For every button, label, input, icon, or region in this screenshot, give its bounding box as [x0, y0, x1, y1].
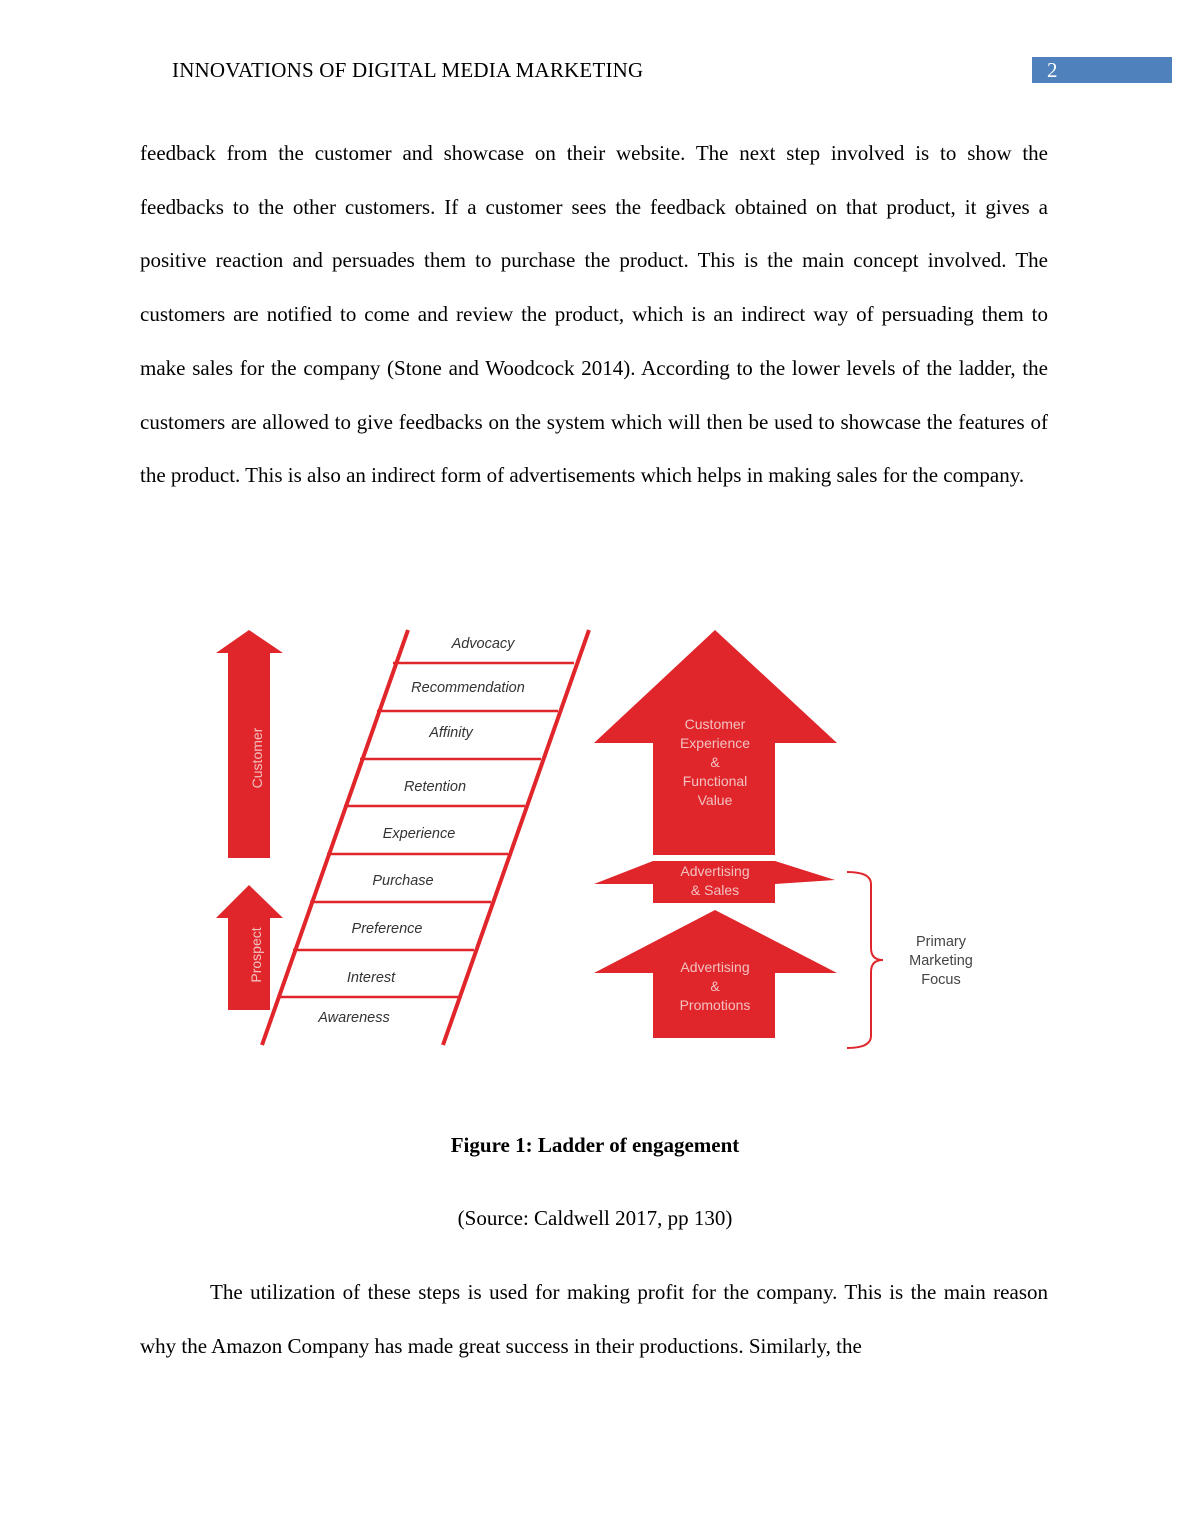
prospect-label: Prospect: [248, 927, 264, 983]
arrow-middle-line: & Sales: [690, 882, 740, 898]
page-number: 2: [1047, 58, 1058, 82]
arrow-top-line: Value: [697, 792, 733, 808]
arrow-bottom-line: &: [710, 978, 720, 994]
body-paragraph-2: The utilization of these steps is used for making profit for the company. This is the main reason why the Amazon Company has made great success in their productions. Similarly, the: [140, 1280, 1048, 1358]
arrow-bottom-line: Advertising: [680, 959, 750, 975]
customer-label: Customer: [249, 727, 265, 789]
arrow-middle-line: Advertising: [680, 863, 750, 879]
arrow-top-line: Customer: [684, 716, 746, 732]
rung-label-interest: Interest: [346, 970, 396, 986]
figure-source: (Source: Caldwell 2017, pp 130): [457, 1206, 733, 1230]
rung-label-experience: Experience: [382, 826, 456, 842]
rung-label-affinity: Affinity: [429, 725, 473, 741]
arrow-top-line: Functional: [682, 773, 748, 789]
focus-label-line: Marketing: [909, 953, 973, 969]
primary-focus-brace: [847, 872, 883, 1048]
rung-label-awareness: Awareness: [318, 1010, 390, 1026]
body-paragraph-1: feedback from the customer and showcase on their website. The next step involved is to show the feedbacks to the other customers. If a customer sees the feedback obtained on that product, it gives a positive reaction and persuades them to purchase the product. This is the main concept involved. The customers are notified to come and review the product, which is an indirect way of persuading them to make sales for the company (Stone and Woodcock 2014). According to the lower levels of the ladder, the customers are allowed to give feedbacks on the system which will then be used to showcase the features of the product. This is also an indirect form of advertisements which helps in making sales for the company.: [140, 141, 1048, 488]
focus-label-line: Focus: [921, 972, 961, 988]
ladder-of-engagement-figure: [215, 618, 985, 1058]
arrow-top-line: Experience: [679, 735, 751, 751]
rung-label-recommendation: Recommendation: [411, 680, 525, 696]
rung-label-preference: Preference: [351, 921, 423, 937]
rung-label-purchase: Purchase: [372, 873, 434, 889]
rung-label-retention: Retention: [403, 779, 467, 795]
running-head-title: INNOVATIONS OF DIGITAL MEDIA MARKETING: [172, 58, 644, 82]
arrow-bottom-line: Promotions: [679, 997, 751, 1013]
figure-caption: Figure 1: Ladder of engagement: [450, 1133, 740, 1157]
ladder-diagram: [215, 618, 985, 1058]
rung-label-advocacy: Advocacy: [451, 636, 515, 652]
arrow-top-line: &: [710, 754, 720, 770]
focus-label-line: Primary: [916, 934, 966, 950]
page-number-box: [1032, 57, 1172, 83]
